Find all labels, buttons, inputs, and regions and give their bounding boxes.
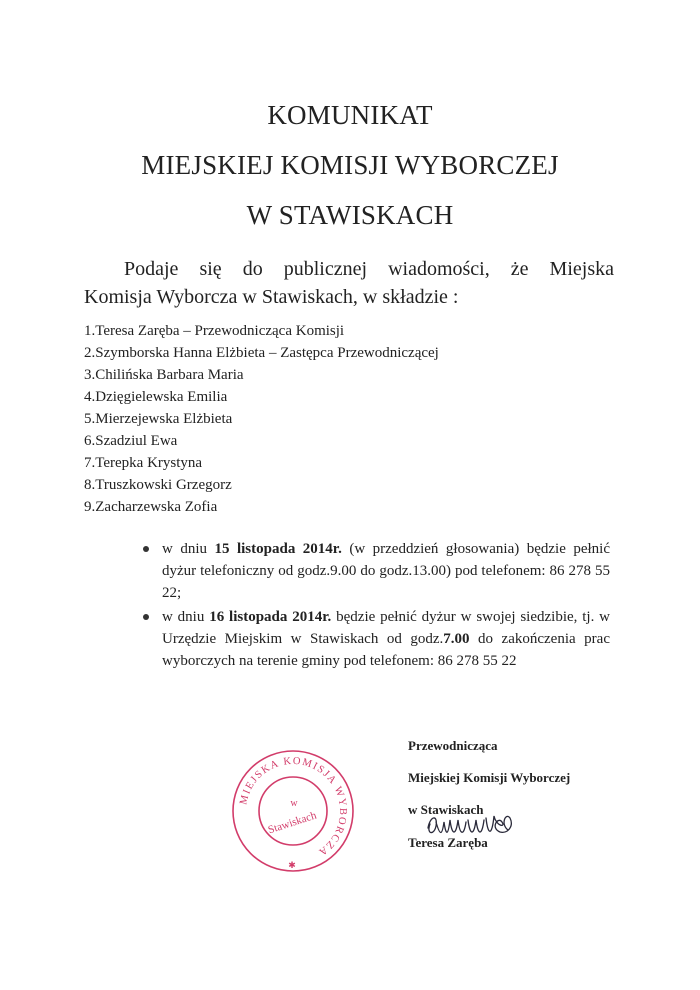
member-item: 1.Teresa Zaręba – Przewodnicząca Komisji: [84, 323, 345, 339]
signature-name: Teresa Zaręba: [408, 835, 488, 850]
duty-item-1: [140, 538, 610, 604]
duty-text: w dniu: [162, 609, 210, 625]
official-stamp: [228, 746, 358, 876]
handwritten-signature: [424, 806, 524, 842]
bullet-icon: [143, 546, 149, 552]
member-item: 4.Dzięgielewska Emilia: [84, 389, 228, 405]
stamp-outer-ring: [233, 751, 353, 871]
bullet-icon: [143, 614, 149, 620]
intro-line-2: Komisja Wyborcza w Stawiskach, w składzie :: [84, 286, 459, 308]
title-line-1: KOMUNIKAT: [267, 100, 433, 130]
member-item: 3.Chilińska Barbara Maria: [84, 367, 244, 383]
stamp-center-bottom: Stawiskach: [266, 809, 318, 837]
duty-text: będzie pełnić dyżur w swojej siedzibie, tj. w Urzędzie Miejskim w Stawiskach od godz.: [162, 609, 611, 647]
member-item: 8.Truszkowski Grzegorz: [84, 477, 232, 493]
title-line-2: MIEJSKIEJ KOMISJI WYBORCZEJ: [141, 150, 559, 180]
duty-text: w dniu: [162, 541, 215, 557]
member-item: 9.Zacharzewska Zofia: [84, 499, 218, 515]
duty-date: 15 listopada 2014r.: [214, 541, 342, 557]
intro-line-1: Podaje się do publicznej wiadomości, że Miejska: [124, 258, 614, 280]
member-item: 2.Szymborska Hanna Elżbieta – Zastępca Przewodniczącej: [84, 345, 439, 361]
member-item: 7.Terepka Krystyna: [84, 455, 203, 471]
duty-date: 16 listopada 2014r.: [209, 609, 332, 625]
duty-hour: 7.00: [443, 631, 470, 647]
stamp-center-top: w: [290, 798, 298, 809]
member-item: 5.Mierzejewska Elżbieta: [84, 411, 233, 427]
signature-location: w Stawiskach: [408, 802, 484, 817]
stamp-star-icon: ✱: [288, 860, 296, 870]
signature-role: Przewodnicząca: [408, 738, 498, 753]
member-item: 6.Szadziul Ewa: [84, 433, 178, 449]
signature-committee: Miejskiej Komisji Wyborczej: [408, 770, 571, 785]
title-line-3: W STAWISKACH: [246, 200, 454, 230]
stamp-ring-text: MIEJSKA KOMISJA WYBORCZA: [238, 755, 349, 859]
duty-text: (w przeddzień głosowania) będzie pełnić dyżur telefoniczny od godz.9.00 do godz.13.00) pod telefonem: 86 278 55 22;: [162, 541, 611, 601]
committee-members-list: [84, 320, 439, 518]
duty-schedule-list: [140, 538, 610, 674]
duty-item-2: [140, 606, 610, 672]
duty-text: do zakończenia prac wyborczych na terenie gminy pod telefonem: 86 278 55 22: [162, 631, 610, 669]
